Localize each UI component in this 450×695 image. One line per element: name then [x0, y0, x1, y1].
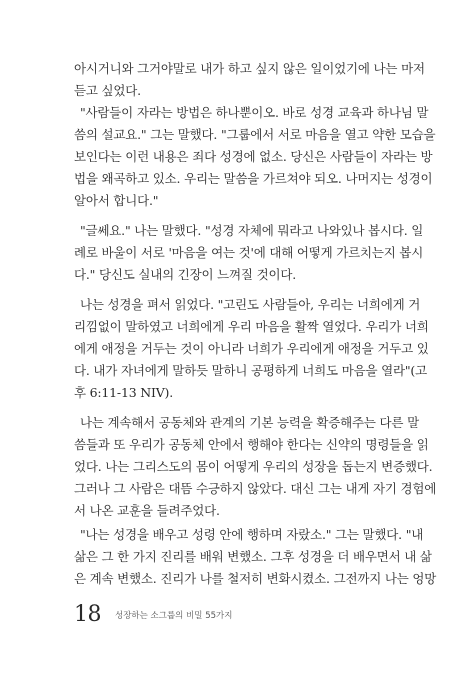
- text-line: 나는 성경을 펴서 읽었다. "고린도 사람들아, 우리는 너희에게 거: [80, 297, 421, 312]
- text-line: 보인다는 이런 내용은 죄다 성경에 없소. 당신은 사람들이 자라는 방: [74, 149, 433, 164]
- text-line: "사람들이 자라는 방법은 하나뿐이오. 바로 성경 교육과 하나님 말: [80, 105, 429, 120]
- page-footer: [74, 602, 232, 632]
- text-line: 에게 애정을 거두는 것이 아니라 너희가 우리에게 애정을 거두고 있: [74, 341, 429, 356]
- text-line: 다. 내가 자녀에게 말하듯 말하니 공평하게 너희도 마음을 열라"(고: [74, 363, 427, 378]
- text-line: 리낌없이 말하였고 너희에게 우리 마음을 활짝 열었다. 우리가 너희: [74, 319, 429, 334]
- text-line: 다." 당신도 실내의 긴장이 느껴질 것이다.: [74, 267, 296, 282]
- text-line: "글쎄요." 나는 말했다. "성경 자체에 뭐라고 나와있나 봅시다. 일: [80, 223, 424, 238]
- text-line: 삶은 그 한 가지 진리를 배워 변했소. 그후 성경을 더 배우면서 내 삶: [74, 549, 432, 564]
- text-line: 서 나온 교훈을 들려주었다.: [74, 503, 220, 518]
- text-line: 나는 계속해서 공동체와 관계의 기본 능력을 확증해주는 다른 말: [80, 415, 419, 430]
- text-line: 씀의 설교요." 그는 말했다. "그룹에서 서로 마음을 열고 약한 모습을: [74, 127, 436, 142]
- text-line: 었다. 나는 그리스도의 몸이 어떻게 우리의 성장을 돕는지 변증했다.: [74, 459, 433, 474]
- text-line: 후 6:11-13 NIV).: [74, 385, 173, 400]
- text-line: 듣고 싶었다.: [74, 83, 141, 98]
- running-title: 성장하는 소그룹의 비밀 55가지: [115, 611, 233, 621]
- text-line: 그러나 그 사람은 대뜸 수긍하지 않았다. 대신 그는 내게 자기 경험에: [74, 481, 437, 496]
- text-line: 례로 바울이 서로 '마음을 여는 것'에 대해 어떻게 가르치는지 봅시: [74, 245, 424, 260]
- page-number: 18: [74, 602, 101, 627]
- text-line: 알아서 합니다.": [74, 193, 159, 208]
- text-line: 씀들과 또 우리가 공동체 안에서 행해야 한다는 신약의 명령들을 읽: [74, 437, 429, 452]
- text-line: 은 계속 변했소. 진리가 나를 철저히 변화시켰소. 그전까지 나는 엉망: [74, 571, 437, 586]
- text-line: "나는 성경을 배우고 성령 안에 행하며 자랐소." 그는 말했다. "내: [80, 527, 424, 542]
- text-line: 법을 왜곡하고 있소. 우리는 말씀을 가르쳐야 되오. 나머지는 성경이: [74, 171, 433, 186]
- text-line: 아시거니와 그거야말로 내가 하고 싶지 않은 일이었기에 나는 마저: [74, 61, 425, 76]
